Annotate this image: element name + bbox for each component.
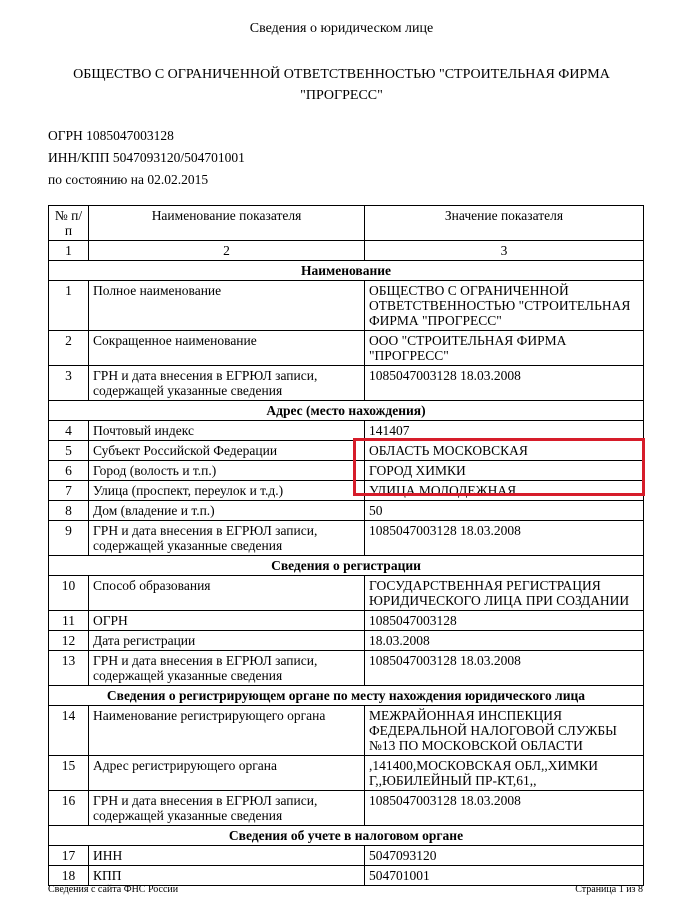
row-value: ОБЛАСТЬ МОСКОВСКАЯ <box>365 441 644 461</box>
row-label: ГРН и дата внесения в ЕГРЮЛ записи, содержащей указанные сведения <box>89 651 365 686</box>
row-number: 5 <box>49 441 89 461</box>
row-label: Почтовый индекс <box>89 421 365 441</box>
table-header-row <box>49 206 644 241</box>
row-number: 14 <box>49 706 89 756</box>
row-value: 50 <box>365 501 644 521</box>
row-number: 1 <box>49 281 89 331</box>
section-header: Сведения о регистрации <box>49 556 644 576</box>
row-number: 12 <box>49 631 89 651</box>
row-value: 504701001 <box>365 866 644 886</box>
row-number: 18 <box>49 866 89 886</box>
row-label: ГРН и дата внесения в ЕГРЮЛ записи, содержащей указанные сведения <box>89 366 365 401</box>
row-label: Дата регистрации <box>89 631 365 651</box>
row-number: 7 <box>49 481 89 501</box>
table-row <box>49 281 644 331</box>
table-row <box>49 706 644 756</box>
table-row <box>49 366 644 401</box>
section-header: Сведения о регистрирующем органе по месту нахождения юридического лица <box>49 686 644 706</box>
row-value: ,141400,МОСКОВСКАЯ ОБЛ,,ХИМКИ Г,,ЮБИЛЕЙНЫЙ ПР-КТ,61,, <box>365 756 644 791</box>
row-value: УЛИЦА МОЛОДЕЖНАЯ <box>365 481 644 501</box>
section-header: Наименование <box>49 261 644 281</box>
row-label: Способ образования <box>89 576 365 611</box>
row-label: Сокращенное наименование <box>89 331 365 366</box>
organization-full-name: ОБЩЕСТВО С ОГРАНИЧЕННОЙ ОТВЕТСТВЕННОСТЬЮ "СТРОИТЕЛЬНАЯ ФИРМА "ПРОГРЕСС" <box>73 67 610 103</box>
table-row <box>49 866 644 886</box>
row-label: ОГРН <box>89 611 365 631</box>
row-value: 5047093120 <box>365 846 644 866</box>
row-value: ГОРОД ХИМКИ <box>365 461 644 481</box>
table-row <box>49 756 644 791</box>
row-number: 4 <box>49 421 89 441</box>
row-value: 141407 <box>365 421 644 441</box>
row-label: Город (волость и т.п.) <box>89 461 365 481</box>
row-number: 15 <box>49 756 89 791</box>
row-label: ГРН и дата внесения в ЕГРЮЛ записи, содержащей указанные сведения <box>89 791 365 826</box>
row-label: Дом (владение и т.п.) <box>89 501 365 521</box>
table-row <box>49 501 644 521</box>
header-indicator-name: Наименование показателя <box>89 206 365 241</box>
column-number-1: 1 <box>49 241 89 261</box>
section-header: Адрес (место нахождения) <box>49 401 644 421</box>
table-row <box>49 651 644 686</box>
table-row <box>49 846 644 866</box>
section-header: Сведения об учете в налоговом органе <box>49 826 644 846</box>
row-value: МЕЖРАЙОННАЯ ИНСПЕКЦИЯ ФЕДЕРАЛЬНОЙ НАЛОГОВОЙ СЛУЖБЫ №13 ПО МОСКОВСКОЙ ОБЛАСТИ <box>365 706 644 756</box>
row-value: 1085047003128 18.03.2008 <box>365 366 644 401</box>
table-row <box>49 791 644 826</box>
footer-page-number: Страница 1 из 8 <box>575 884 643 895</box>
ogrn-line: ОГРН 1085047003128 <box>48 128 174 143</box>
footer-source: Сведения с сайта ФНС России <box>48 884 179 895</box>
header-indicator-value: Значение показателя <box>365 206 644 241</box>
row-number: 16 <box>49 791 89 826</box>
row-number: 11 <box>49 611 89 631</box>
table-row <box>49 611 644 631</box>
row-value: ГОСУДАРСТВЕННАЯ РЕГИСТРАЦИЯ ЮРИДИЧЕСКОГО ЛИЦА ПРИ СОЗДАНИИ <box>365 576 644 611</box>
table-row <box>49 331 644 366</box>
row-label: ИНН <box>89 846 365 866</box>
row-value: 1085047003128 <box>365 611 644 631</box>
row-number: 2 <box>49 331 89 366</box>
row-label: Улица (проспект, переулок и т.д.) <box>89 481 365 501</box>
row-label: Наименование регистрирующего органа <box>89 706 365 756</box>
row-number: 8 <box>49 501 89 521</box>
header-number: № п/п <box>49 206 89 241</box>
row-value: 1085047003128 18.03.2008 <box>365 521 644 556</box>
row-number: 17 <box>49 846 89 866</box>
row-value: ООО "СТРОИТЕЛЬНАЯ ФИРМА "ПРОГРЕСС" <box>365 331 644 366</box>
as-of-date-line: по состоянию на 02.02.2015 <box>48 172 209 187</box>
column-number-3: 3 <box>365 241 644 261</box>
row-value: 18.03.2008 <box>365 631 644 651</box>
address-highlight-box <box>353 438 645 496</box>
column-number-row <box>49 241 644 261</box>
row-label: КПП <box>89 866 365 886</box>
document-title: Сведения о юридическом лице <box>249 21 434 36</box>
row-value: ОБЩЕСТВО С ОГРАНИЧЕННОЙ ОТВЕТСТВЕННОСТЬЮ "СТРОИТЕЛЬНАЯ ФИРМА "ПРОГРЕСС" <box>365 281 644 331</box>
row-label: ГРН и дата внесения в ЕГРЮЛ записи, содержащей указанные сведения <box>89 521 365 556</box>
table-row <box>49 521 644 556</box>
row-number: 6 <box>49 461 89 481</box>
table-row <box>49 576 644 611</box>
table-row <box>49 631 644 651</box>
row-number: 9 <box>49 521 89 556</box>
row-label: Полное наименование <box>89 281 365 331</box>
row-label: Субъект Российской Федерации <box>89 441 365 461</box>
row-number: 13 <box>49 651 89 686</box>
row-number: 3 <box>49 366 89 401</box>
row-label: Адрес регистрирующего органа <box>89 756 365 791</box>
row-number: 10 <box>49 576 89 611</box>
inn-kpp-line: ИНН/КПП 5047093120/504701001 <box>48 150 245 165</box>
company-info-table <box>48 205 644 886</box>
column-number-2: 2 <box>89 241 365 261</box>
row-value: 1085047003128 18.03.2008 <box>365 791 644 826</box>
row-value: 1085047003128 18.03.2008 <box>365 651 644 686</box>
